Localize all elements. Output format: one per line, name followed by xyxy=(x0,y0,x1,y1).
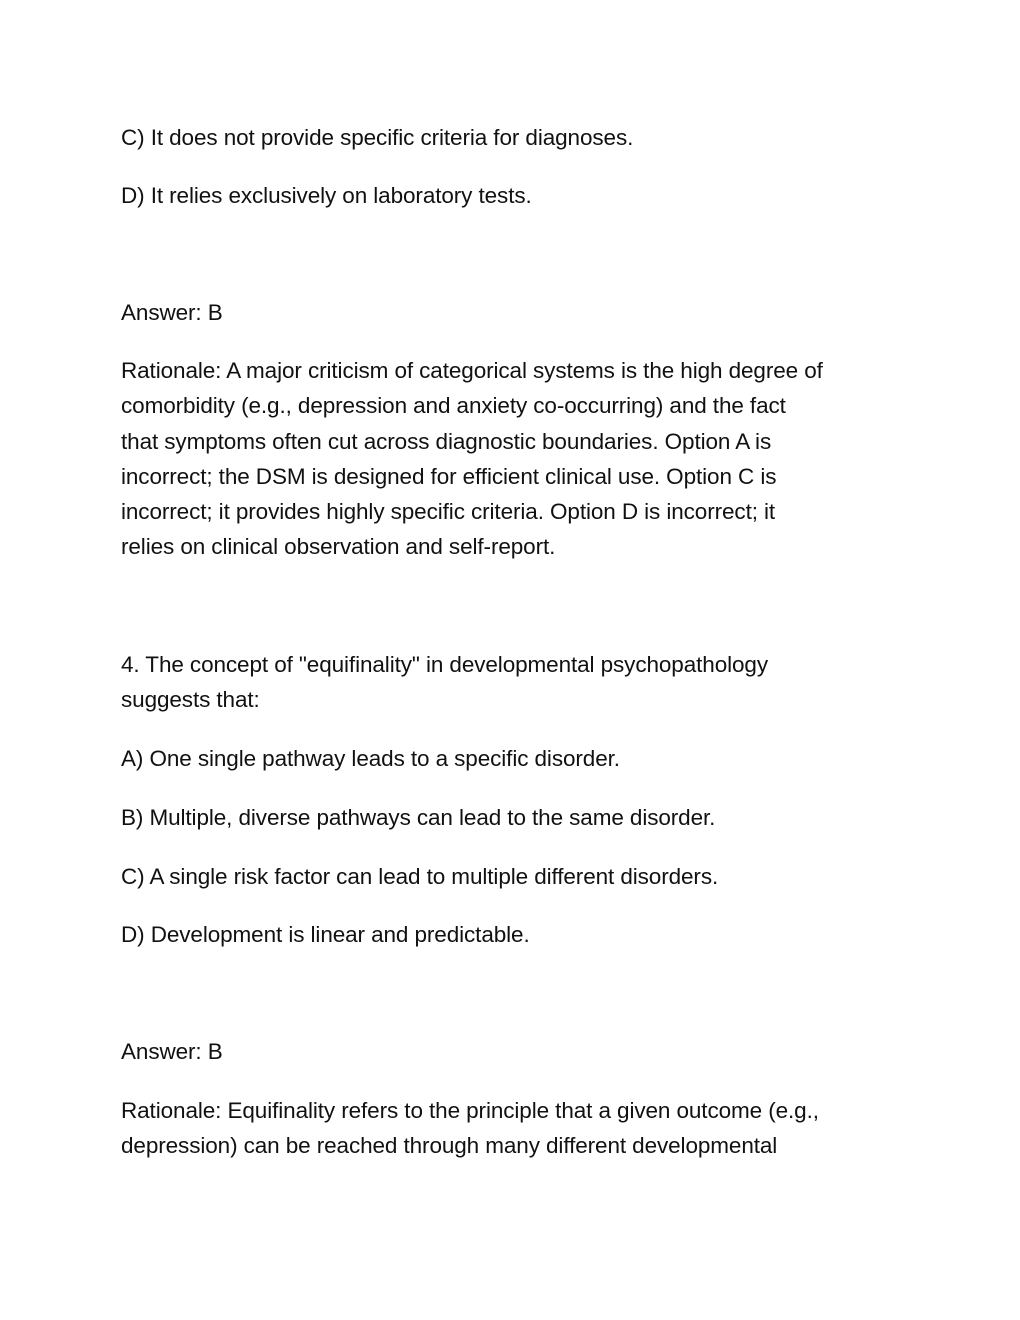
q3-rationale-line: relies on clinical observation and self-report. xyxy=(121,534,556,560)
q4-rationale xyxy=(121,1093,911,1164)
q4-rationale-line: Rationale: Equifinality refers to the principle that a given outcome (e.g., xyxy=(121,1098,819,1123)
q3-rationale xyxy=(121,353,911,565)
q4-option-a: A) One single pathway leads to a specific disorder. xyxy=(121,746,620,771)
q3-option-d: D) It relies exclusively on laboratory tests. xyxy=(121,183,532,208)
q4-answer: Answer: B xyxy=(121,1039,223,1064)
q4-question xyxy=(121,647,911,718)
q3-rationale-line: incorrect; it provides highly specific criteria. Option D is incorrect; it xyxy=(121,499,776,525)
q3-option-c: C) It does not provide specific criteria for diagnoses. xyxy=(121,125,634,150)
q4-option-d: D) Development is linear and predictable. xyxy=(121,922,530,947)
q3-rationale-line: comorbidity (e.g., depression and anxiety co-occurring) and the fact xyxy=(121,393,786,419)
q4-question-line: 4. The concept of "equifinality" in developmental psychopathology xyxy=(121,652,768,677)
q3-rationale-line: incorrect; the DSM is designed for efficient clinical use. Option C is xyxy=(121,463,777,489)
q4-rationale-line: depression) can be reached through many different developmental xyxy=(121,1133,778,1159)
q3-answer: Answer: B xyxy=(121,300,223,325)
q4-question-line: suggests that: xyxy=(121,687,260,713)
q4-option-b: B) Multiple, diverse pathways can lead to the same disorder. xyxy=(121,805,716,830)
q3-rationale-line: Rationale: A major criticism of categorical systems is the high degree of xyxy=(121,358,823,383)
q4-option-c: C) A single risk factor can lead to multiple different disorders. xyxy=(121,864,719,889)
q3-rationale-line: that symptoms often cut across diagnostic boundaries. Option A is xyxy=(121,428,772,454)
